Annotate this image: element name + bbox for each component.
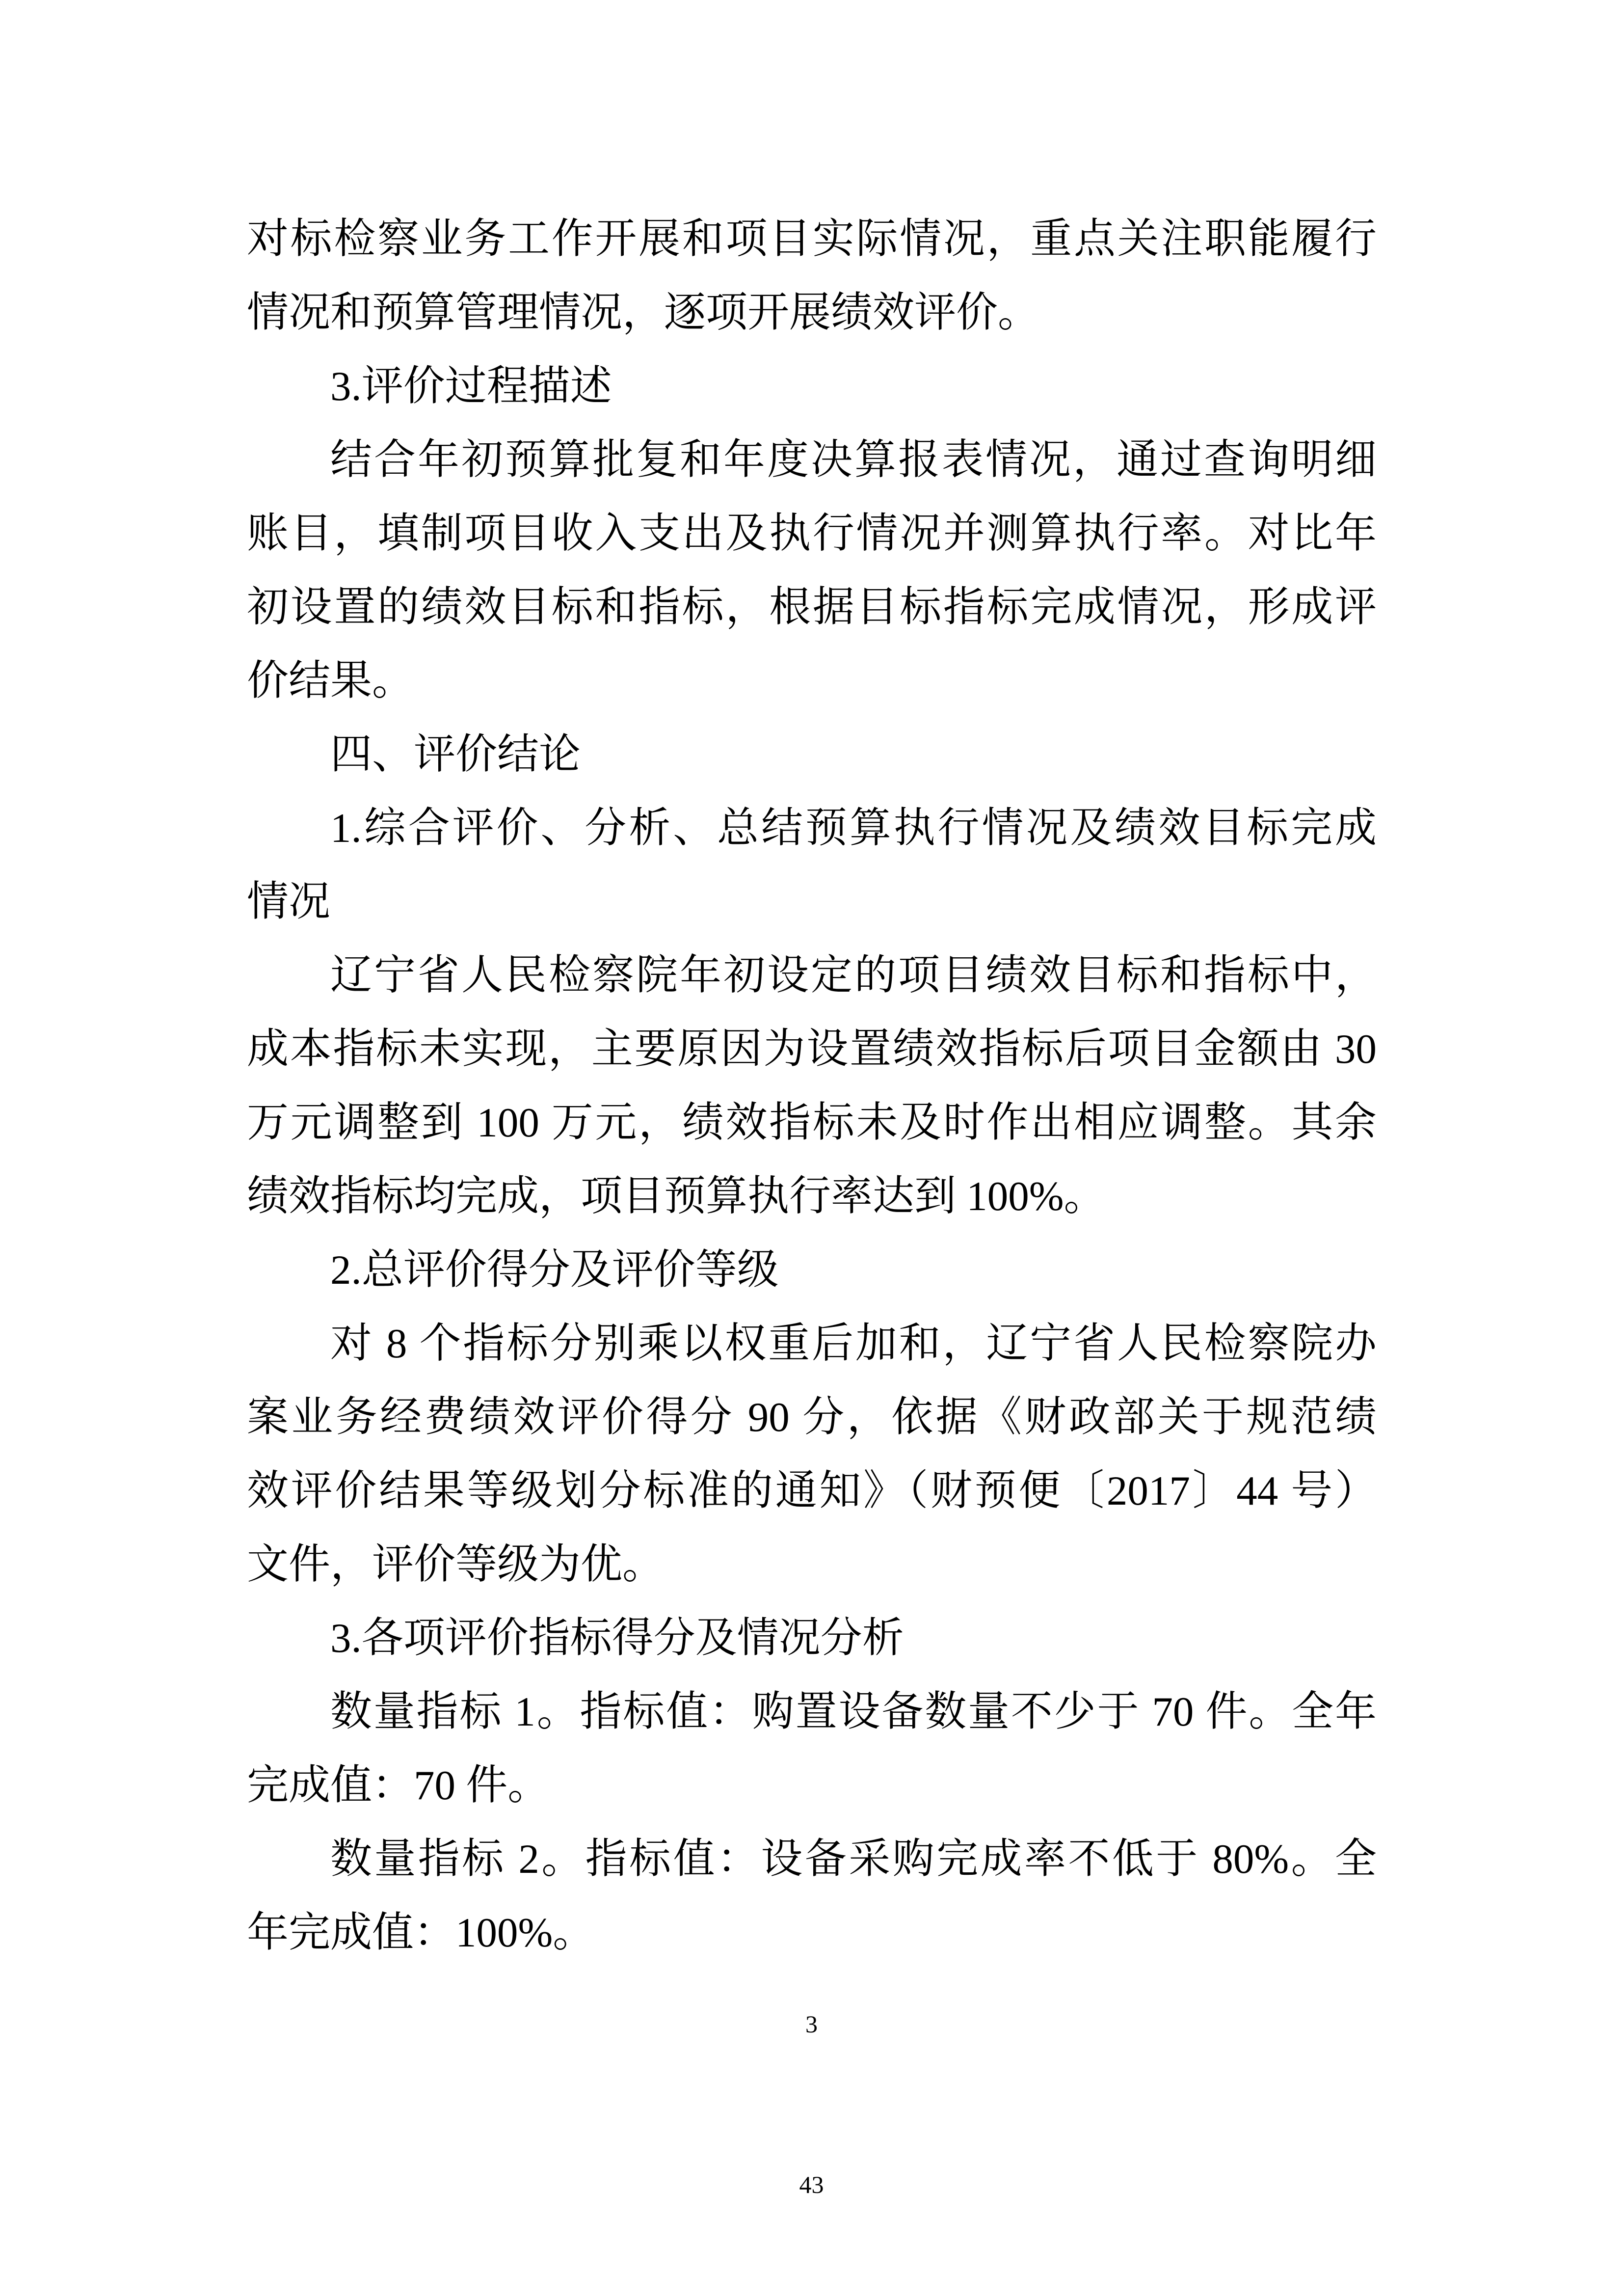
text-line: 数量指标 1。指标值：购置设备数量不少于 70 件。全年 — [330, 1689, 1377, 1735]
text-line: 绩效指标均完成，项目预算执行率达到 100%。 — [247, 1173, 1106, 1219]
text-line: 情况和预算管理情况，逐项开展绩效评价。 — [247, 290, 1040, 336]
text-line: 数量指标 2。指标值：设备采购完成率不低于 80%。全 — [330, 1836, 1377, 1882]
text-line: 1.综合评价、分析、总结预算执行情况及绩效目标完成 — [330, 805, 1377, 851]
text-line: 辽宁省人民检察院年初设定的项目绩效目标和指标中， — [330, 952, 1377, 999]
text-line: 结合年初预算批复和年度决算报表情况，通过查询明细 — [330, 437, 1377, 483]
text-line: 文件，评价等级为优。 — [247, 1541, 665, 1588]
text-line: 四、评价结论 — [330, 731, 581, 778]
text-line: 价结果。 — [247, 658, 414, 704]
text-line: 对标检察业务工作开展和项目实际情况，重点关注职能履行 — [247, 216, 1377, 262]
scan-page-number: 3 — [805, 2010, 818, 2038]
text-line: 效评价结果等级划分标准的通知》（财预便〔2017〕44 号） — [247, 1468, 1377, 1514]
text-line: 初设置的绩效目标和指标，根据目标指标完成情况，形成评 — [247, 584, 1377, 630]
text-line: 对 8 个指标分别乘以权重后加和，辽宁省人民检察院办 — [330, 1321, 1377, 1367]
document-body — [247, 202, 1377, 1970]
text-line: 账目，填制项目收入支出及执行情况并测算执行率。对比年 — [247, 511, 1377, 557]
text-line: 完成值：70 件。 — [247, 1762, 550, 1809]
pdf-page-number: 43 — [799, 2171, 824, 2198]
text-line: 3.各项评价指标得分及情况分析 — [330, 1615, 904, 1661]
text-line: 万元调整到 100 万元，绩效指标未及时作出相应调整。其余 — [247, 1100, 1377, 1146]
text-line: 情况 — [247, 879, 331, 925]
text-line: 案业务经费绩效评价得分 90 分，依据《财政部关于规范绩 — [247, 1394, 1377, 1440]
text-line: 年完成值：100%。 — [247, 1910, 595, 1956]
text-line: 2.总评价得分及评价等级 — [330, 1247, 779, 1293]
text-line: 3.评价过程描述 — [330, 363, 612, 409]
text-line: 成本指标未实现，主要原因为设置绩效指标后项目金额由 30 — [247, 1026, 1377, 1072]
